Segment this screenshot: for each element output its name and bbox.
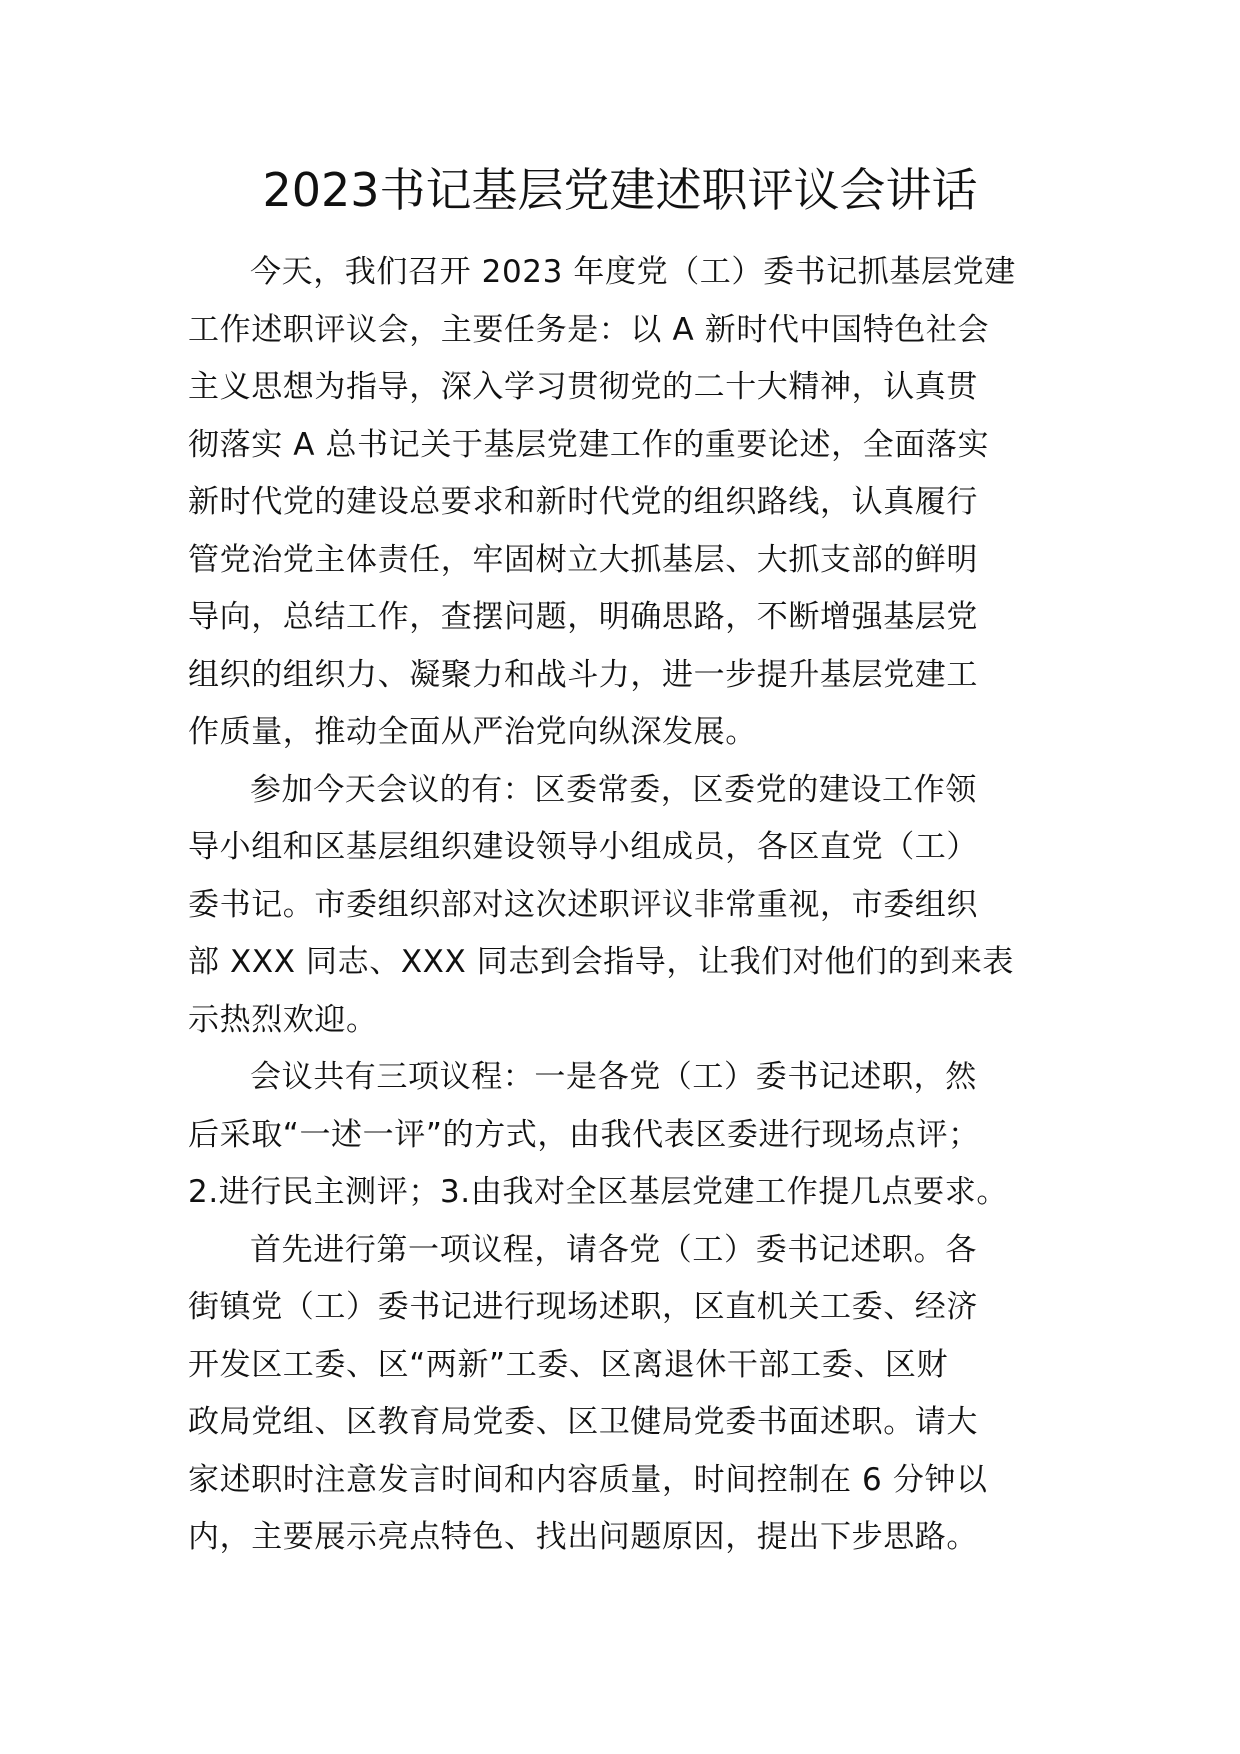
text-line: 内，主要展示亮点特色、找出问题原因，提出下步思路。 [188, 1519, 978, 1555]
text-line: 首先进行第一项议程，请各党（工）委书记述职。各 [250, 1231, 977, 1268]
text-line: 主义思想为指导，深入学习贯彻党的二十大精神，认真贯 [188, 369, 978, 405]
text-line: 组织的组织力、凝聚力和战斗力，进一步提升基层党建工 [188, 656, 978, 693]
text-line: 工作述职评议会，主要任务是：以 A 新时代中国特色社会 [188, 311, 990, 348]
text-line: 示热烈欢迎。 [188, 1001, 378, 1038]
text-line: 后采取“一述一评”的方式，由我代表区委进行现场点评； [188, 1116, 980, 1153]
text-line: 开发区工委、区“两新”工委、区离退休干部工委、区财 [188, 1346, 949, 1383]
text-line: 彻落实 A 总书记关于基层党建工作的重要论述，全面落实 [188, 426, 990, 463]
text-line: 新时代党的建设总要求和新时代党的组织路线，认真履行 [188, 484, 978, 520]
text-line: 政局党组、区教育局党委、区卫健局党委书面述职。请大 [188, 1404, 978, 1440]
text-line: 导小组和区基层组织建设领导小组成员，各区直党（工） [188, 829, 978, 865]
text-line: 参加今天会议的有：区委常委，区委党的建设工作领 [250, 771, 977, 808]
text-line: 管党治党主体责任，牢固树立大抓基层、大抓支部的鲜明 [188, 541, 978, 578]
text-line: 作质量，推动全面从严治党向纵深发展。 [188, 714, 757, 750]
text-line: 今天，我们召开 2023 年度党（工）委书记抓基层党建 [250, 254, 1016, 290]
text-line: 会议共有三项议程：一是各党（工）委书记述职，然 [250, 1059, 977, 1095]
text-line: 部 XXX 同志、XXX 同志到会指导，让我们对他们的到来表 [188, 944, 1014, 980]
text-line: 街镇党（工）委书记进行现场述职，区直机关工委、经济 [188, 1289, 978, 1325]
text-line: 导向，总结工作，查摆问题，明确思路，不断增强基层党 [188, 599, 978, 635]
document-body [188, 244, 1068, 1567]
text-line: 委书记。市委组织部对这次述职评议非常重视，市委组织 [188, 886, 978, 923]
text-line: 2.进行民主测评；3.由我对全区基层党建工作提几点要求。 [188, 1174, 1008, 1210]
text-line: 家述职时注意发言时间和内容质量，时间控制在 6 分钟以 [188, 1461, 988, 1498]
document-title: 2023书记基层党建述职评议会讲话 [262, 163, 978, 217]
